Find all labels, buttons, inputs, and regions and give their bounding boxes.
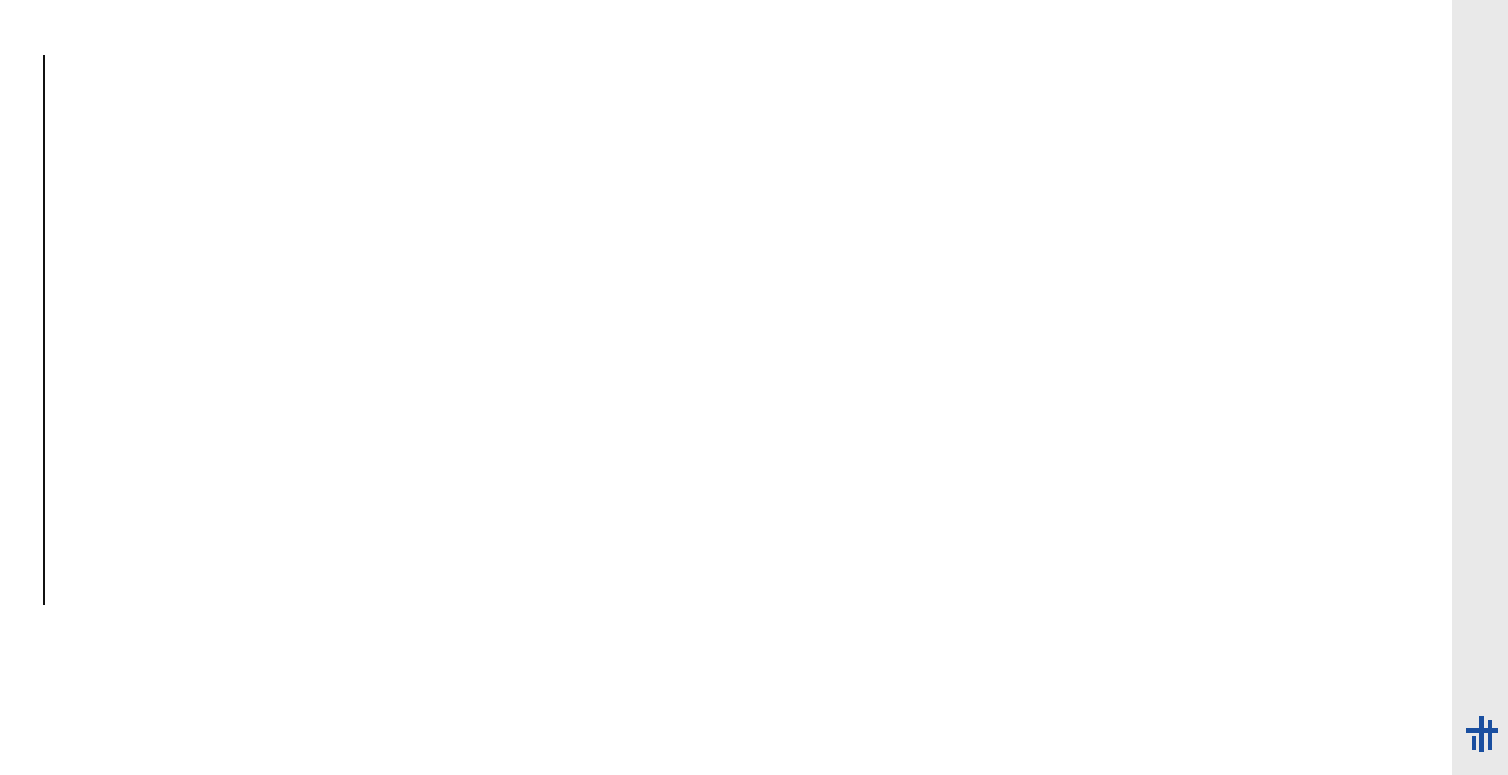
footnote-rule	[43, 55, 45, 605]
running-head	[649, 45, 705, 757]
ub-freiburg-logo-icon[interactable]	[1464, 714, 1500, 754]
sidebar	[1452, 0, 1508, 775]
book-page	[95, 45, 705, 757]
